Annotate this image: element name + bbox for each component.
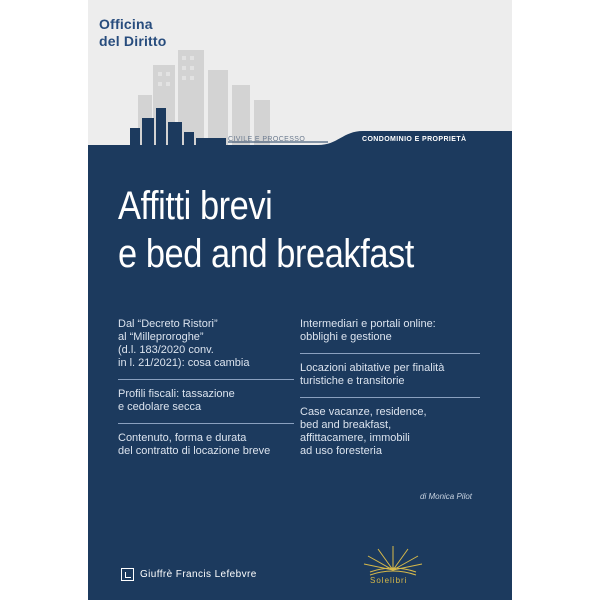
divider xyxy=(300,353,480,354)
topic-block: Case vacanze, residence, bed and breakfast, affittacamere, immobili ad uso foresteria xyxy=(300,406,427,457)
publisher-name: Giuffrè Francis Lefebvre xyxy=(140,569,257,580)
author-name: di Monica Pilot xyxy=(420,492,473,501)
publisher-logo-icon xyxy=(121,568,134,581)
topics-right-column xyxy=(300,318,480,458)
topics-left-column xyxy=(118,318,294,458)
solelibri-logo xyxy=(358,540,428,590)
solelibri-label: Solelibri xyxy=(370,576,408,585)
brand-line-1: Officina xyxy=(99,16,153,32)
divider xyxy=(300,397,480,398)
category-tab-civile: CIVILE E PROCESSO xyxy=(228,136,306,143)
title-line-1: Affitti brevi xyxy=(118,184,273,228)
topic-block: Profili fiscali: tassazione e cedolare secca xyxy=(118,388,235,413)
publisher xyxy=(88,566,258,584)
book-cover xyxy=(88,0,512,600)
title-line-2: e bed and breakfast xyxy=(118,232,414,276)
topic-block: Contenuto, forma e durata del contratto di locazione breve xyxy=(118,432,271,457)
divider xyxy=(118,423,294,424)
category-tab-condominio: CONDOMINIO E PROPRIETÀ xyxy=(362,136,467,143)
sun-book-icon xyxy=(358,540,428,580)
book-title xyxy=(118,182,414,278)
brand-line-2: del Diritto xyxy=(99,33,167,49)
divider xyxy=(118,379,294,380)
topic-block: Dal “Decreto Ristori” al “Milleproroghe” (d.l. 183/2020 conv. in l. 21/2021): cosa cambia xyxy=(118,318,250,369)
cover-header xyxy=(88,0,512,145)
topic-block: Intermediari e portali online: obblighi e gestione xyxy=(300,318,436,343)
topic-block: Locazioni abitative per finalità turistiche e transitorie xyxy=(300,362,445,387)
